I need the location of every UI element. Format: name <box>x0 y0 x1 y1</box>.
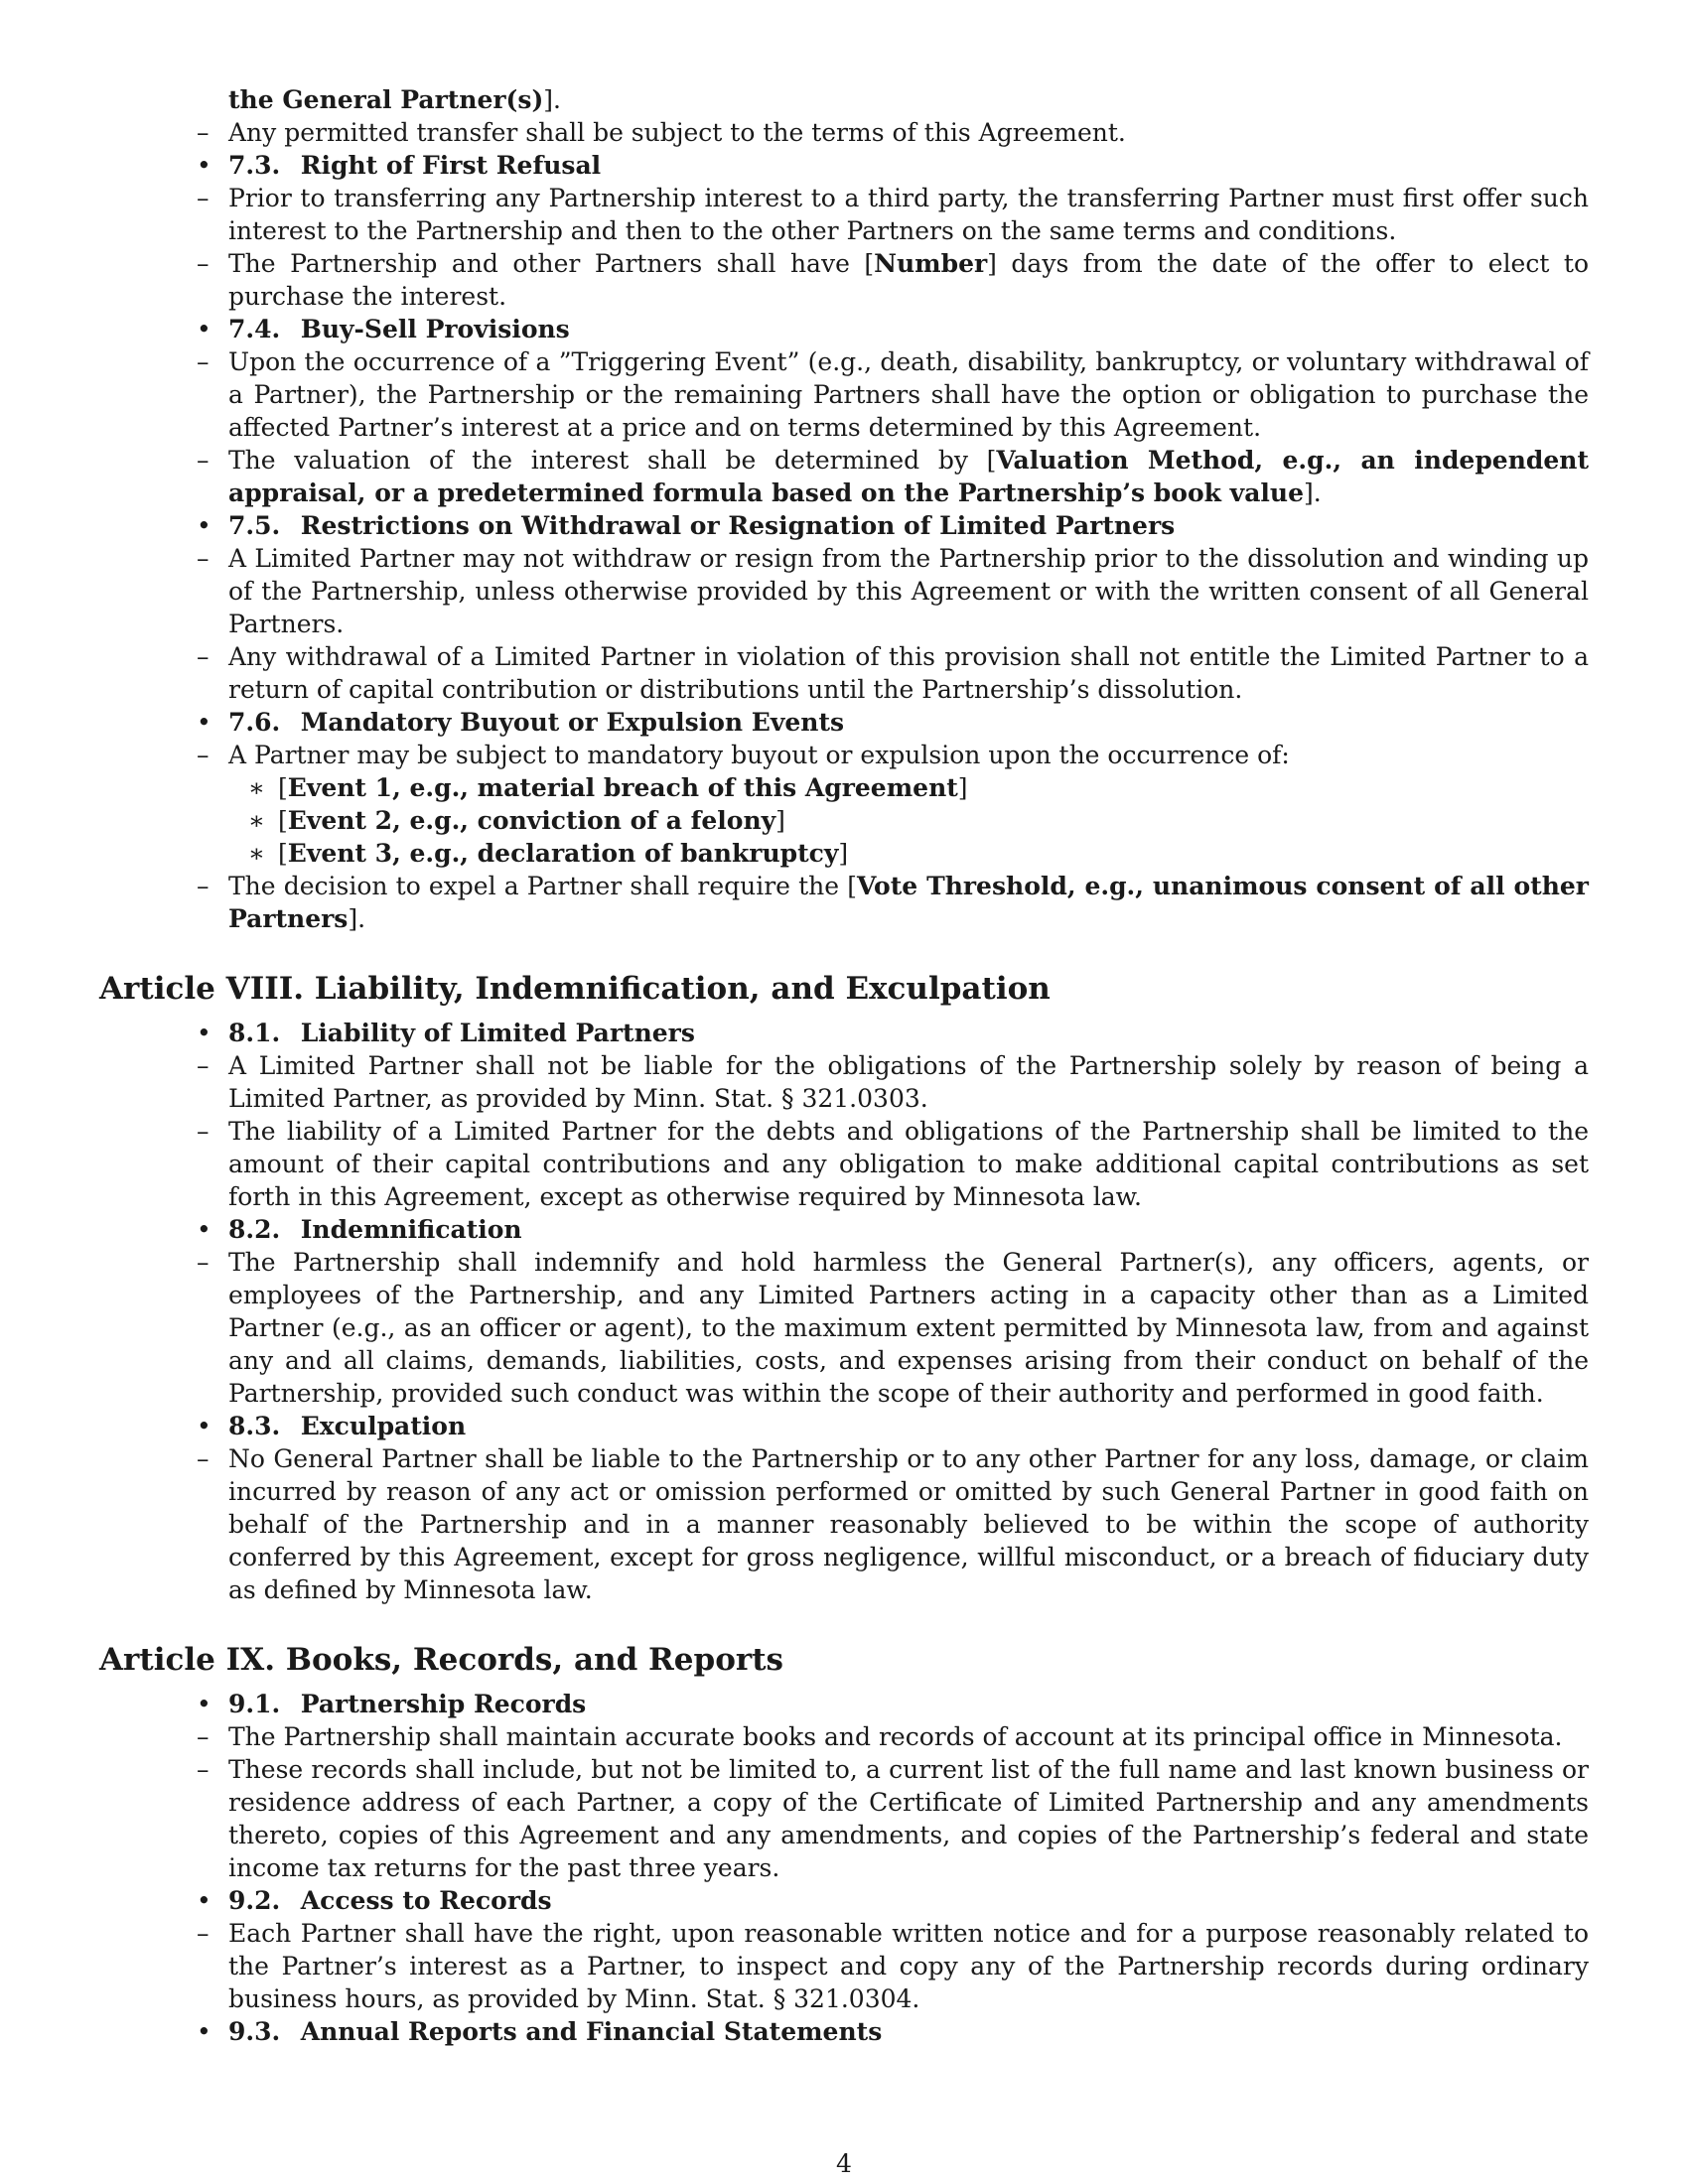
open-bracket: [ <box>278 839 288 868</box>
star-marker: ∗ <box>248 806 265 835</box>
list-item <box>197 182 1589 247</box>
list-item <box>197 247 1589 313</box>
section-number: 9.1. <box>228 1690 281 1718</box>
section-7-3 <box>197 149 1589 182</box>
dash-marker: – <box>197 184 210 212</box>
bullet-marker: • <box>197 2017 211 2046</box>
section-7-5 <box>197 509 1589 542</box>
bullet-marker: • <box>197 1412 211 1440</box>
placeholder-text: Valuation Method, e.g., an independent appraisal, or a predetermined formula based on the Partnership’s book value <box>228 446 1589 507</box>
event-text: Event 2, e.g., conviction of a felony <box>287 806 776 835</box>
event-text: Event 1, e.g., material breach of this Agreement <box>287 773 958 802</box>
section-number: 9.3. <box>228 2017 281 2046</box>
dash-marker: – <box>197 741 210 769</box>
section-number: 9.2. <box>228 1886 281 1915</box>
list-item <box>197 1917 1589 2015</box>
placeholder-text: Vote Threshold, e.g., unanimous consent of all other Partners <box>228 872 1589 933</box>
section-title: Annual Reports and Financial Statements <box>300 2017 883 2046</box>
section-number: 7.5. <box>228 511 281 540</box>
article-heading: Article VIII. Liability, Indemnification, and Exculpation <box>99 971 1051 1007</box>
bullet-marker: • <box>197 511 211 540</box>
star-marker: ∗ <box>248 773 265 802</box>
open-bracket: [ <box>278 773 288 802</box>
section-9-3 <box>197 2015 1589 2048</box>
event-item: ∗ [Event 1, e.g., material breach of this Agreement] <box>248 773 968 802</box>
list-item <box>197 1049 1589 1115</box>
page-number: 4 <box>836 2149 852 2178</box>
section-number: 7.4. <box>228 315 281 343</box>
list-item <box>197 1246 1589 1410</box>
section-title: Restrictions on Withdrawal or Resignation of Limited Partners <box>300 511 1176 540</box>
dash-marker: – <box>197 1755 210 1784</box>
list-item <box>197 1720 1589 1753</box>
section-title: Access to Records <box>300 1886 552 1915</box>
item-text: A Partner may be subject to mandatory buyout or expulsion upon the occurrence of: <box>228 741 1290 769</box>
item-text: The valuation of the interest shall be determined by [ <box>228 446 997 475</box>
list-item <box>197 1753 1589 1884</box>
list-item <box>197 542 1589 640</box>
list-item <box>197 640 1589 706</box>
dash-marker: – <box>197 446 210 475</box>
item-text: The liability of a Limited Partner for the debts and obligations of the Partnership shall be limited to the amount of their capital contributions and any obligation to make additional capital contributions as set forth in this Agreement, except as otherwise required by Minnesota law. <box>228 1117 1589 1211</box>
dash-marker: – <box>197 1444 210 1473</box>
dash-marker: – <box>197 1722 210 1751</box>
bullet-marker: • <box>197 151 211 180</box>
section-9-2 <box>197 1884 1589 1917</box>
dash-marker: – <box>197 1051 210 1080</box>
bullet-marker: • <box>197 708 211 737</box>
dash-marker: – <box>197 118 210 147</box>
item-text: A Limited Partner may not withdraw or resign from the Partnership prior to the dissolution and winding up of the Partnership, unless otherwise provided by this Agreement or with the written consent of all General Partners. <box>228 544 1589 638</box>
event-item: ∗ [Event 2, e.g., conviction of a felony] <box>248 806 785 835</box>
item-text: Each Partner shall have the right, upon reasonable written notice and for a purpose reasonably related to the Partner’s interest as a Partner, to inspect and copy any of the Partnership records during ordinary business hours, as provided by Minn. Stat. § 321.0304. <box>228 1919 1589 2013</box>
continuation-tail: ]. <box>543 85 561 114</box>
section-title: Indemnification <box>300 1215 522 1244</box>
section-title: Liability of Limited Partners <box>300 1019 695 1047</box>
event-text: Event 3, e.g., declaration of bankruptcy <box>287 839 839 868</box>
dash-marker: – <box>197 249 210 278</box>
section-number: 8.2. <box>228 1215 281 1244</box>
section-number: 8.1. <box>228 1019 281 1047</box>
item-text: Any permitted transfer shall be subject to the terms of this Agreement. <box>228 118 1126 147</box>
item-text: Upon the occurrence of a ”Triggering Event” (e.g., death, disability, bankruptcy, or voluntary withdrawal of a Partner), the Partnership or the remaining Partners shall have the option or obligation to purchase the affected Partner’s interest at a price and on terms determined by this Agreement. <box>228 347 1589 442</box>
item-text: ]. <box>348 904 366 933</box>
dash-marker: – <box>197 1248 210 1277</box>
item-text: A Limited Partner shall not be liable for the obligations of the Partnership solely by reason of being a Limited Partner, as provided by Minn. Stat. § 321.0303. <box>228 1051 1589 1113</box>
list-item <box>197 739 1589 771</box>
section-8-1 <box>197 1017 1589 1049</box>
list-item <box>197 345 1589 444</box>
event-item: ∗ [Event 3, e.g., declaration of bankruptcy] <box>248 839 849 868</box>
item-text: Any withdrawal of a Limited Partner in violation of this provision shall not entitle the Limited Partner to a return of capital contribution or distributions until the Partnership’s dissolution. <box>228 642 1589 704</box>
dash-marker: – <box>197 1117 210 1146</box>
document-page <box>99 83 1589 2048</box>
list-item <box>197 1115 1589 1213</box>
item-text: The Partnership and other Partners shall have [ <box>228 249 875 278</box>
item-text: These records shall include, but not be limited to, a current list of the full name and last known business or residence address of each Partner, a copy of the Certificate of Limited Partnership and any amendments thereto, copies of this Agreement and any amendments, and copies of the Partnership’s federal and state income tax returns for the past three years. <box>228 1755 1589 1882</box>
dash-marker: – <box>197 1919 210 1948</box>
article-heading: Article IX. Books, Records, and Reports <box>99 1642 783 1678</box>
list-item <box>197 444 1589 509</box>
section-8-2 <box>197 1213 1589 1246</box>
dash-marker: – <box>197 872 210 900</box>
item-text: ] days from the date of the offer to elect to purchase the interest. <box>228 249 1589 311</box>
list-item <box>197 870 1589 935</box>
section-9-1 <box>197 1688 1589 1720</box>
section-title: Exculpation <box>300 1412 467 1440</box>
section-title: Right of First Refusal <box>300 151 602 180</box>
placeholder-text: Number <box>874 249 988 278</box>
dash-marker: – <box>197 544 210 573</box>
bullet-marker: • <box>197 1886 211 1915</box>
section-title: Mandatory Buyout or Expulsion Events <box>300 708 845 737</box>
section-7-4 <box>197 313 1589 345</box>
item-text: The Partnership shall indemnify and hold harmless the General Partner(s), any officers, agents, or employees of the Partnership, and any Limited Partners acting in a capacity other than as a Limited Partner (e.g., as an officer or agent), to the maximum extent permitted by Minnesota law, from and against any and all claims, demands, liabilities, costs, and expenses arising from their conduct on behalf of the Partnership, provided such conduct was within the scope of their authority and performed in good faith. <box>228 1248 1589 1408</box>
section-7-6 <box>197 706 1589 739</box>
bullet-marker: • <box>197 1019 211 1047</box>
bullet-marker: • <box>197 1690 211 1718</box>
list-item <box>197 1442 1589 1606</box>
item-text: Prior to transferring any Partnership interest to a third party, the transferring Partner must first offer such interest to the Partnership and then to the other Partners on the same terms and conditions. <box>228 184 1589 245</box>
section-number: 7.6. <box>228 708 281 737</box>
bullet-marker: • <box>197 315 211 343</box>
item-text: The decision to expel a Partner shall require the [ <box>228 872 857 900</box>
section-number: 8.3. <box>228 1412 281 1440</box>
list-item <box>197 116 1589 149</box>
section-title: Partnership Records <box>300 1690 587 1718</box>
open-bracket: [ <box>278 806 288 835</box>
section-title: Buy-Sell Provisions <box>300 315 570 343</box>
section-8-3 <box>197 1410 1589 1442</box>
continuation-line <box>228 83 1589 116</box>
bullet-marker: • <box>197 1215 211 1244</box>
star-marker: ∗ <box>248 839 265 868</box>
section-number: 7.3. <box>228 151 281 180</box>
dash-marker: – <box>197 642 210 671</box>
continuation-bold: the General Partner(s) <box>228 85 544 114</box>
dash-marker: – <box>197 347 210 376</box>
item-text: No General Partner shall be liable to the Partnership or to any other Partner for any loss, damage, or claim incurred by reason of any act or omission performed or omitted by such General Partner in good faith on behalf of the Partnership and in a manner reasonably believed to be within the scope of authority conferred by this Agreement, except for gross negligence, willful misconduct, or a breach of fiduciary duty as defined by Minnesota law. <box>228 1444 1589 1604</box>
item-text: ]. <box>1303 478 1322 507</box>
item-text: The Partnership shall maintain accurate books and records of account at its principal office in Minnesota. <box>228 1722 1563 1751</box>
